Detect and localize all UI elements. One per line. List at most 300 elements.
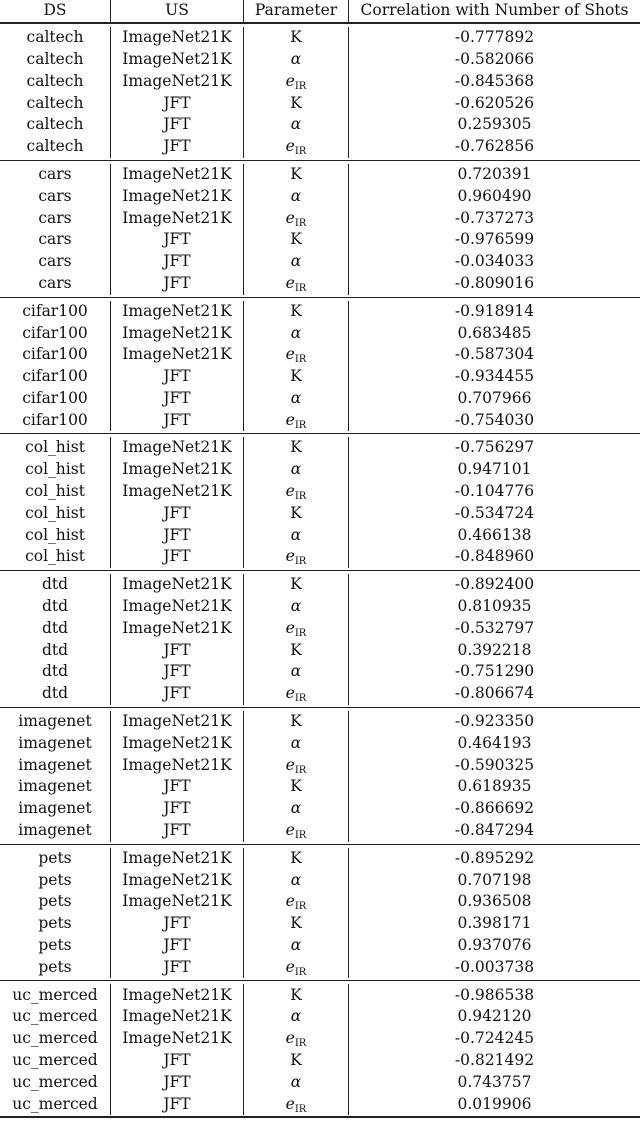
param-e-subscript: IR [294,80,307,92]
cell-ds: imagenet [18,755,92,774]
table-group-caltech [0,24,640,159]
param-e-subscript: IR [294,354,307,366]
cell-parameter [243,913,348,935]
cell-us: JFT [110,1093,243,1115]
cell-us: JFT [110,503,243,525]
param-k: K [290,438,302,457]
cell-us: JFT [110,957,243,979]
param-e-ir [285,957,307,978]
cell-parameter [243,207,348,229]
table-row [0,71,640,93]
cell-correlation: -0.532797 [348,618,640,640]
cell-ds: dtd [41,640,69,659]
cell-us: ImageNet21K [110,711,243,733]
param-alpha: α [290,662,302,681]
table-row [0,229,640,251]
table-row [0,481,640,503]
param-alpha: α [290,460,302,479]
param-e-ir [285,1094,307,1115]
cell-parameter [243,596,348,618]
param-k: K [290,914,302,933]
param-alpha: α [290,1072,302,1091]
param-e-base: e [285,547,295,566]
param-e-subscript: IR [294,419,307,431]
cell-parameter [243,1028,348,1050]
table-row [0,776,640,798]
cell-parameter [243,848,348,870]
cell-parameter [243,683,348,705]
cell-ds: cifar100 [22,388,88,407]
cell-ds: col_hist [25,503,85,522]
table-row [0,322,640,344]
param-k: K [290,1051,302,1069]
cell-correlation: 0.937076 [348,935,640,957]
cell-ds: imagenet [18,733,92,752]
table-row [0,1050,640,1072]
cell-correlation: -0.034033 [348,251,640,273]
param-e-base: e [285,345,295,364]
cell-correlation: 0.464193 [348,733,640,755]
param-alpha: α [290,252,302,271]
cell-ds: pets [38,957,72,976]
cell-ds: pets [38,870,72,889]
cell-correlation: -0.777892 [348,27,640,49]
cell-ds: cars [38,273,72,292]
cell-parameter [243,1093,348,1115]
cell-correlation: -0.934455 [348,366,640,388]
table-row [0,273,640,295]
cell-correlation: -0.762856 [348,136,640,158]
cell-us: JFT [110,935,243,957]
cell-ds: imagenet [18,712,92,731]
cell-us: JFT [110,661,243,683]
cell-ds: uc_merced [12,1094,98,1113]
cell-correlation: 0.720391 [348,164,640,186]
cell-correlation: 0.683485 [348,322,640,344]
table-group-uc-merced [0,981,640,1116]
cell-correlation: -0.892400 [348,574,640,596]
cell-us: JFT [110,820,243,842]
table-group-cifar100 [0,298,640,433]
cell-correlation: -0.847294 [348,820,640,842]
cell-us: JFT [110,1050,243,1072]
table-row [0,755,640,777]
cell-ds: dtd [41,662,69,681]
param-alpha: α [290,388,302,407]
cell-parameter [243,711,348,733]
cell-ds: cars [38,252,72,271]
param-e-ir [285,273,307,294]
cell-us: JFT [110,114,243,136]
cell-parameter [243,891,348,913]
cell-us: ImageNet21K [110,437,243,459]
param-e-ir [285,547,307,568]
cell-ds: dtd [41,684,69,703]
param-e-subscript: IR [294,556,307,568]
cell-us: JFT [110,683,243,705]
param-alpha: α [290,870,302,889]
cell-ds: imagenet [18,799,92,818]
param-k: K [290,28,302,47]
cell-us: JFT [110,366,243,388]
param-e-ir [285,71,307,92]
cell-ds: caltech [26,71,84,90]
cell-us: JFT [110,913,243,935]
table-row [0,388,640,410]
param-e-ir [285,137,307,158]
cell-us: ImageNet21K [110,891,243,913]
param-k: K [290,985,302,1004]
cell-parameter [243,344,348,366]
cell-parameter [243,776,348,798]
cell-parameter [243,869,348,891]
cell-us: ImageNet21K [110,1028,243,1050]
cell-parameter [243,820,348,842]
cell-us: ImageNet21K [110,733,243,755]
cell-parameter [243,935,348,957]
cell-correlation: 0.942120 [348,1006,640,1028]
header-ds: DS [43,1,67,20]
cell-parameter [243,984,348,1006]
param-e-base: e [285,618,295,637]
cell-us: ImageNet21K [110,574,243,596]
table-group-pets [0,845,640,980]
param-e-base: e [285,755,295,774]
header-us: US [110,0,243,22]
table-group-cars [0,161,640,296]
cell-us: ImageNet21K [110,27,243,49]
cell-parameter [243,798,348,820]
table-row [0,935,640,957]
cell-us: ImageNet21K [110,848,243,870]
cell-parameter [243,366,348,388]
cell-us: ImageNet21K [110,481,243,503]
param-e-ir [285,345,307,366]
cell-ds: col_hist [25,438,85,457]
table-body [0,24,640,1116]
cell-correlation: -0.923350 [348,711,640,733]
param-e-ir [285,684,307,705]
cell-us: ImageNet21K [110,344,243,366]
cell-us: JFT [110,273,243,295]
table-row [0,136,640,158]
param-e-ir [285,618,307,639]
param-k: K [290,777,302,796]
param-e-base: e [285,71,295,90]
table-row [0,661,640,683]
cell-correlation: 0.392218 [348,640,640,662]
table-group-dtd [0,571,640,706]
cell-us: JFT [110,640,243,662]
cell-us: ImageNet21K [110,207,243,229]
cell-correlation: -0.821492 [348,1050,640,1072]
table-row [0,344,640,366]
cell-ds: caltech [26,137,84,156]
param-e-ir [285,410,307,431]
param-e-base: e [285,208,295,227]
cell-correlation: -0.724245 [348,1028,640,1050]
param-e-subscript: IR [294,966,307,978]
table-row [0,869,640,891]
table-row [0,301,640,323]
cell-correlation: 0.960490 [348,186,640,208]
cell-correlation: -0.895292 [348,848,640,870]
cell-parameter [243,388,348,410]
param-e-base: e [285,821,295,840]
cell-ds: cifar100 [22,367,88,386]
cell-parameter [243,322,348,344]
cell-parameter [243,229,348,251]
cell-parameter [243,27,348,49]
param-e-ir [285,482,307,503]
cell-us: ImageNet21K [110,459,243,481]
table-row [0,596,640,618]
cell-parameter [243,957,348,979]
cell-us: JFT [110,92,243,114]
param-e-base: e [285,410,295,429]
param-alpha: α [290,323,302,342]
cell-parameter [243,114,348,136]
param-e-subscript: IR [294,901,307,913]
table-row [0,848,640,870]
param-e-base: e [285,273,295,292]
cell-parameter [243,503,348,525]
cell-us: ImageNet21K [110,755,243,777]
cell-correlation: 0.707198 [348,869,640,891]
cell-correlation: -0.582066 [348,49,640,71]
table-row [0,164,640,186]
table-row [0,891,640,913]
cell-ds: cifar100 [22,410,88,429]
param-e-base: e [285,892,295,911]
table-group-imagenet [0,708,640,843]
param-k: K [290,848,302,867]
cell-correlation: -0.754030 [348,410,640,432]
cell-ds: dtd [41,597,69,616]
param-alpha: α [290,936,302,955]
cell-us: JFT [110,776,243,798]
table-row [0,798,640,820]
cell-parameter [243,1050,348,1072]
cell-ds: pets [38,848,72,867]
table-row [0,984,640,1006]
param-e-ir [285,208,307,229]
cell-correlation: -0.751290 [348,661,640,683]
cell-parameter [243,755,348,777]
cell-ds: cifar100 [22,301,88,320]
param-e-subscript: IR [294,146,307,158]
cell-parameter [243,301,348,323]
cell-correlation: -0.003738 [348,957,640,979]
cell-correlation: -0.848960 [348,546,640,568]
table-row [0,913,640,935]
cell-ds: cars [38,208,72,227]
cell-ds: caltech [26,115,84,134]
cell-correlation: -0.590325 [348,755,640,777]
table-row [0,711,640,733]
table-row [0,186,640,208]
table-row [0,207,640,229]
param-k: K [290,301,302,320]
cell-us: ImageNet21K [110,1006,243,1028]
cell-correlation: 0.466138 [348,525,640,547]
table-row [0,27,640,49]
cell-us: JFT [110,546,243,568]
cell-correlation: -0.866692 [348,798,640,820]
cell-ds: imagenet [18,777,92,796]
cell-ds: col_hist [25,460,85,479]
table-row [0,574,640,596]
cell-ds: pets [38,936,72,955]
param-k: K [290,93,302,112]
cell-us: ImageNet21K [110,322,243,344]
cell-parameter [243,459,348,481]
cell-us: ImageNet21K [110,618,243,640]
table-row [0,410,640,432]
cell-ds: pets [38,892,72,911]
cell-parameter [243,49,348,71]
cell-parameter [243,640,348,662]
cell-correlation: 0.936508 [348,891,640,913]
cell-parameter [243,618,348,640]
table-row [0,525,640,547]
param-alpha: α [290,799,302,818]
param-e-base: e [285,1029,295,1048]
param-e-subscript: IR [294,1103,307,1115]
cell-ds: cars [38,186,72,205]
cell-ds: imagenet [18,821,92,840]
bottom-rule [0,1116,640,1118]
cell-ds: col_hist [25,547,85,566]
cell-correlation: -0.845368 [348,71,640,93]
cell-parameter [243,733,348,755]
cell-correlation: -0.104776 [348,481,640,503]
table-row [0,683,640,705]
cell-parameter [243,410,348,432]
param-k: K [290,230,302,249]
param-alpha: α [290,733,302,752]
table-row [0,49,640,71]
cell-correlation: -0.534724 [348,503,640,525]
param-e-ir [285,821,307,842]
cell-us: JFT [110,388,243,410]
param-k: K [290,575,302,594]
cell-parameter [243,186,348,208]
cell-parameter [243,525,348,547]
param-e-ir [285,755,307,776]
param-k: K [290,503,302,522]
cell-correlation: -0.756297 [348,437,640,459]
cell-parameter [243,71,348,93]
param-k: K [290,640,302,659]
cell-correlation: 0.947101 [348,459,640,481]
cell-correlation: 0.810935 [348,596,640,618]
cell-parameter [243,481,348,503]
cell-correlation: -0.918914 [348,301,640,323]
cell-correlation: -0.986538 [348,984,640,1006]
table-row [0,92,640,114]
cell-parameter [243,437,348,459]
cell-parameter [243,273,348,295]
cell-ds: dtd [41,618,69,637]
cell-ds: uc_merced [12,1007,98,1026]
cell-ds: pets [38,914,72,933]
cell-us: ImageNet21K [110,186,243,208]
cell-us: ImageNet21K [110,301,243,323]
table-row [0,1093,640,1115]
cell-correlation: -0.737273 [348,207,640,229]
cell-us: JFT [110,798,243,820]
cell-correlation: 0.618935 [348,776,640,798]
cell-correlation: -0.809016 [348,273,640,295]
cell-ds: uc_merced [12,1029,98,1048]
param-k: K [290,164,302,183]
cell-ds: dtd [41,575,69,594]
param-e-base: e [285,1094,295,1113]
table-row [0,1072,640,1094]
cell-ds: cifar100 [22,323,88,342]
cell-us: ImageNet21K [110,164,243,186]
cell-us: ImageNet21K [110,71,243,93]
param-e-subscript: IR [294,627,307,639]
cell-ds: caltech [26,28,84,47]
param-e-base: e [285,684,295,703]
param-alpha: α [290,525,302,544]
header-parameter: Parameter [243,0,348,22]
table-row [0,957,640,979]
cell-us: ImageNet21K [110,869,243,891]
cell-correlation: 0.743757 [348,1072,640,1094]
cell-parameter [243,546,348,568]
param-e-subscript: IR [294,282,307,294]
param-alpha: α [290,49,302,68]
cell-ds: uc_merced [12,1072,98,1091]
cell-parameter [243,251,348,273]
cell-parameter [243,1072,348,1094]
table-row [0,503,640,525]
cell-correlation: 0.398171 [348,913,640,935]
table-row [0,251,640,273]
table-row [0,820,640,842]
param-e-subscript: IR [294,693,307,705]
cell-us: JFT [110,229,243,251]
param-e-base: e [285,957,295,976]
param-e-subscript: IR [294,217,307,229]
param-e-subscript: IR [294,491,307,503]
cell-ds: cars [38,230,72,249]
cell-parameter [243,92,348,114]
cell-ds: col_hist [25,525,85,544]
table-group-col-hist [0,434,640,569]
cell-ds: uc_merced [12,985,98,1004]
cell-us: JFT [110,251,243,273]
cell-correlation: 0.707966 [348,388,640,410]
cell-ds: cifar100 [22,345,88,364]
param-k: K [290,712,302,731]
cell-us: ImageNet21K [110,984,243,1006]
cell-ds: cars [38,164,72,183]
param-e-ir [285,1029,307,1050]
cell-correlation: 0.019906 [348,1093,640,1115]
param-alpha: α [290,1007,302,1026]
cell-parameter [243,1006,348,1028]
header-correlation: Correlation with Number of Shots [348,0,640,22]
cell-us: ImageNet21K [110,596,243,618]
cell-correlation: 0.259305 [348,114,640,136]
param-e-subscript: IR [294,830,307,842]
table-header-row [0,0,640,22]
param-e-subscript: IR [294,1038,307,1050]
